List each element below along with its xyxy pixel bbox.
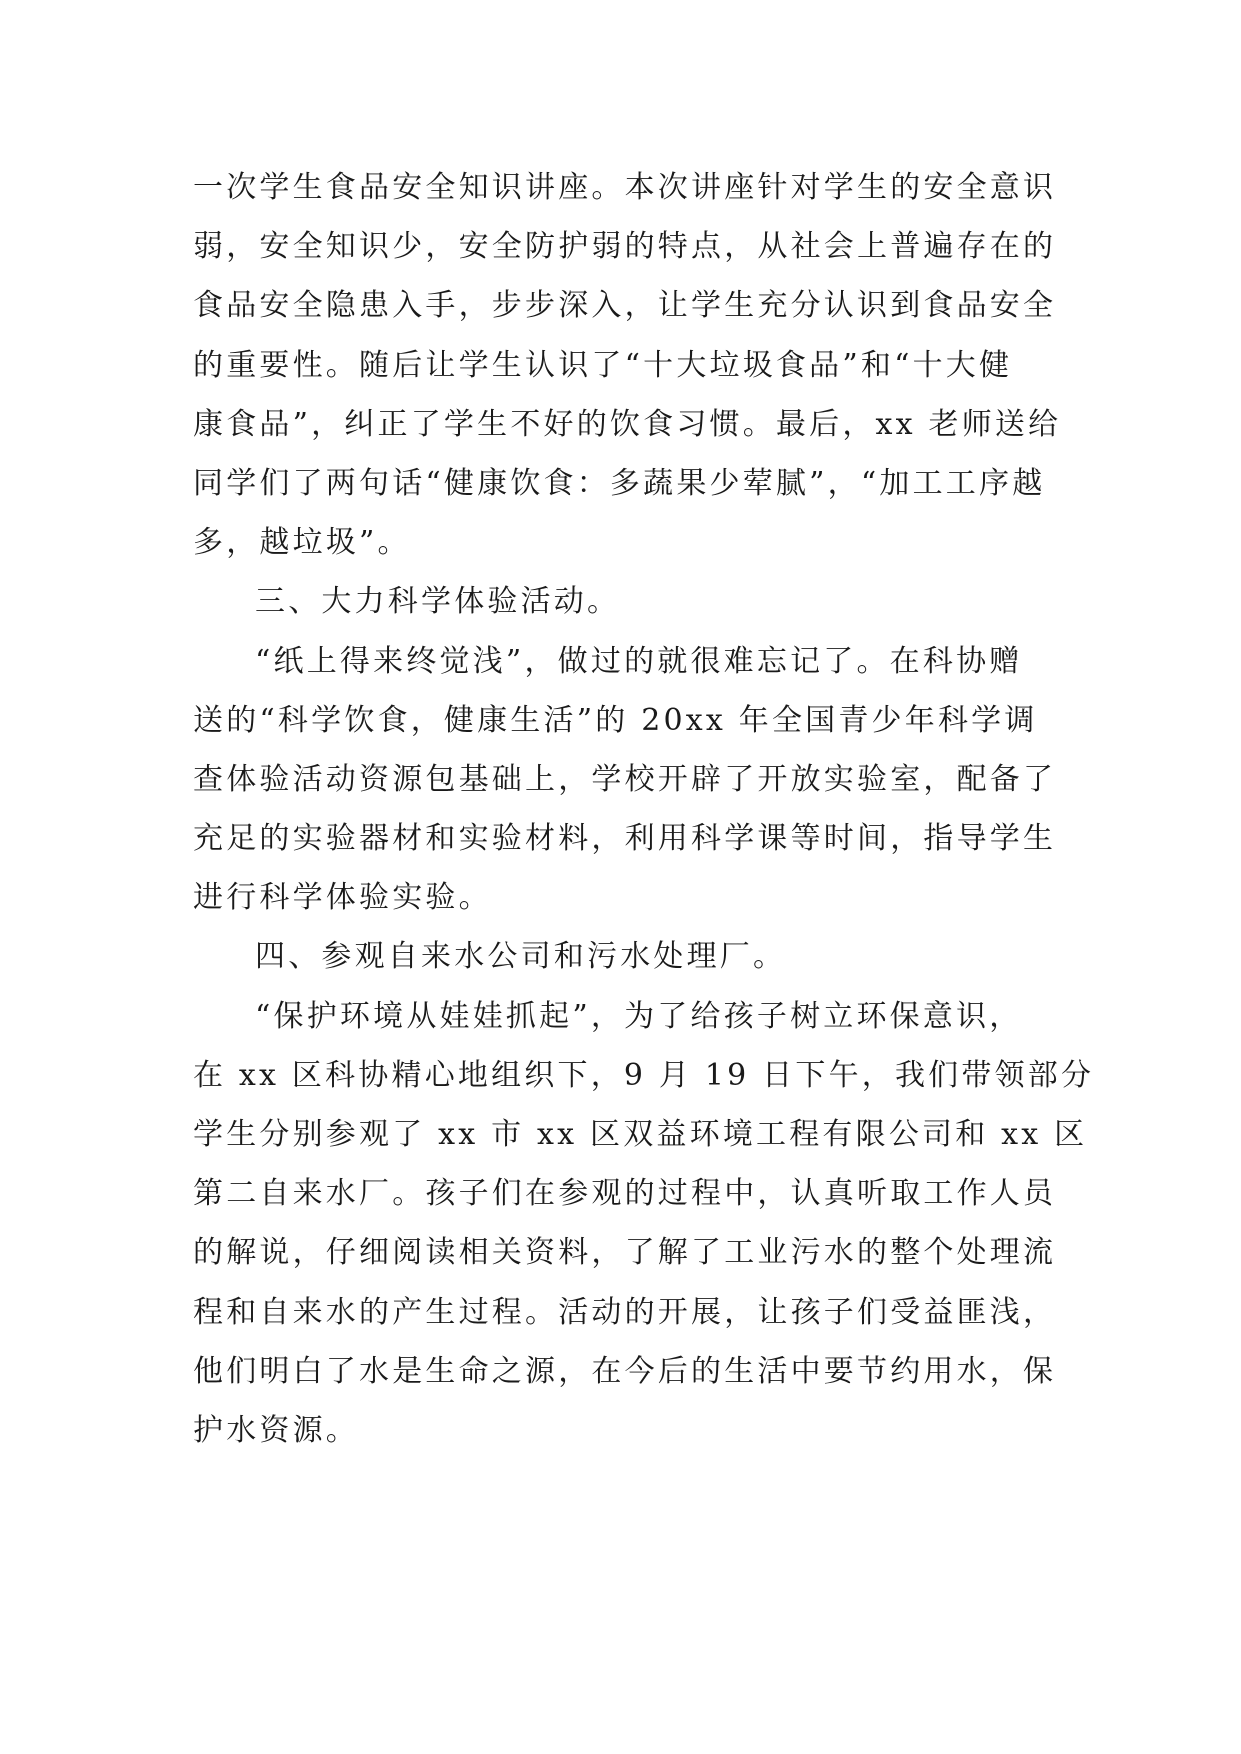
text-line: 的重要性。随后让学生认识了“十大垃圾食品”和“十大健 (193, 347, 1013, 383)
text-line: 在 xx 区科协精心地组织下，9 月 19 日下午，我们带领部分 (193, 1057, 1095, 1093)
text-line: 查体验活动资源包基础上，学校开辟了开放实验室，配备了 (193, 761, 1057, 797)
text-line: 进行科学体验实验。 (193, 880, 492, 916)
text-line: 同学们了两句话“健康饮食：多蔬果少荤腻”，“加工工序越 (193, 465, 1046, 501)
text-line: 一次学生食品安全知识讲座。本次讲座针对学生的安全意识 (193, 170, 1057, 205)
text-line: 他们明白了水是生命之源，在今后的生活中要节约用水，保 (193, 1353, 1057, 1389)
text-line: 的解说，仔细阅读相关资料，了解了工业污水的整个处理流 (193, 1235, 1057, 1271)
text-line: 护水资源。 (193, 1412, 359, 1448)
document-body (193, 158, 1095, 1460)
text-line: 充足的实验器材和实验材料，利用科学课等时间，指导学生 (193, 821, 1057, 857)
text-line: 食品安全隐患入手，步步深入，让学生充分认识到食品安全 (193, 288, 1057, 324)
text-line: 学生分别参观了 xx 市 xx 区双益环境工程有限公司和 xx 区 (193, 1117, 1088, 1152)
text-line: 程和自来水的产生过程。活动的开展，让孩子们受益匪浅， (193, 1294, 1057, 1330)
paragraph-start: “保护环境从娃娃抓起”，为了给孩子树立环保意识， (255, 998, 1023, 1034)
text-line: 弱，安全知识少，安全防护弱的特点，从社会上普遍存在的 (193, 229, 1057, 265)
text-line: 第二自来水厂。孩子们在参观的过程中，认真听取工作人员 (193, 1176, 1057, 1212)
text-line: 送的“科学饮食，健康生活”的 20xx 年全国青少年科学调 (193, 702, 1038, 738)
text-line: 康食品”，纠正了学生不好的饮食习惯。最后，xx 老师送给 (193, 406, 1062, 442)
paragraph-start: “纸上得来终觉浅”，做过的就很难忘记了。在科协赠 (255, 643, 1023, 679)
section-heading-four: 四、参观自来水公司和污水处理厂。 (255, 939, 787, 975)
text-line: 多，越垃圾”。 (193, 525, 411, 561)
section-heading-three: 三、大力科学体验活动。 (255, 584, 621, 620)
